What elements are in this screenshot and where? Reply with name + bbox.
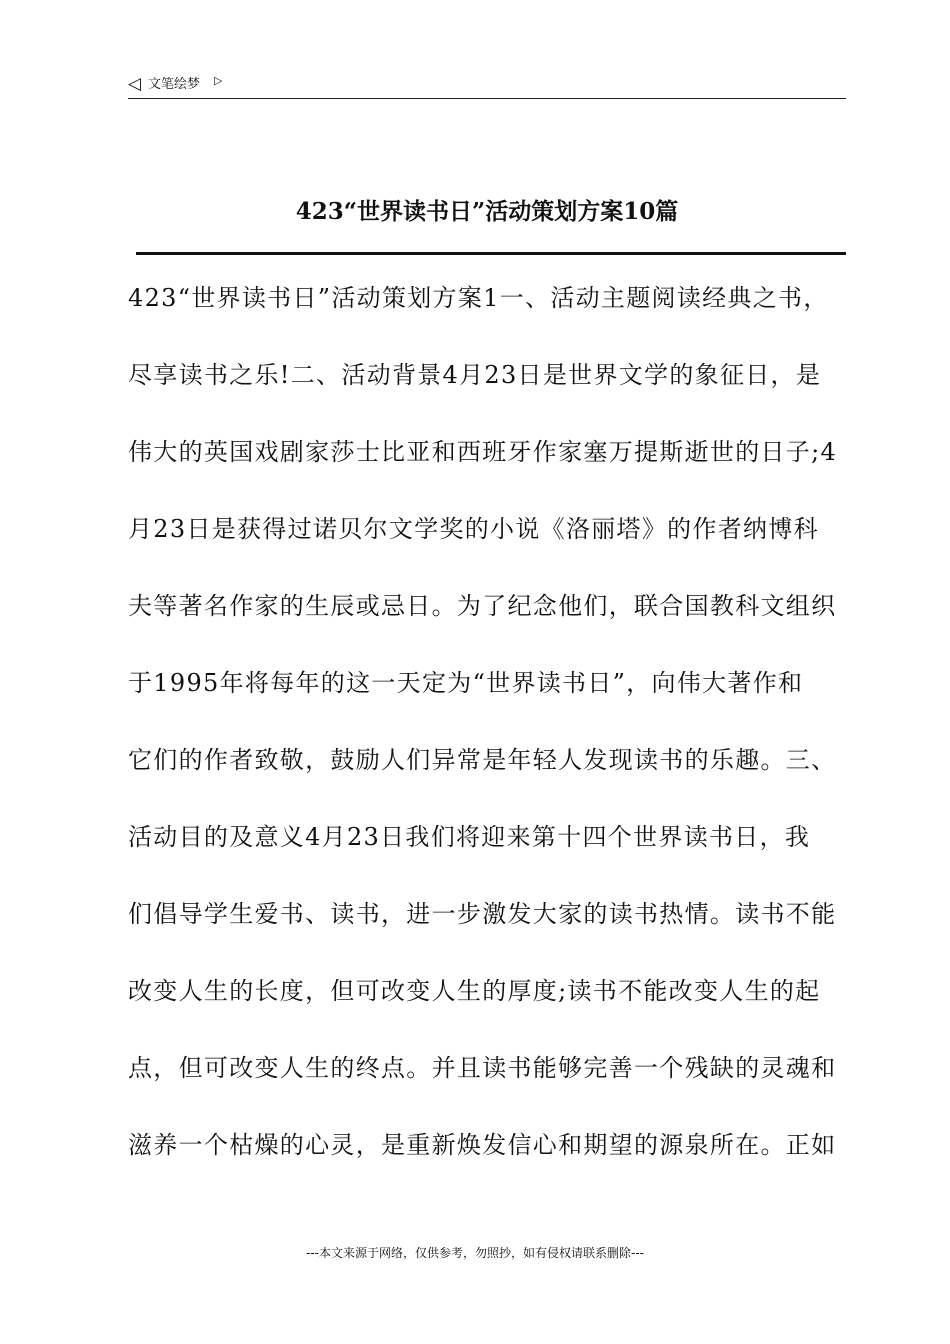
body-line: 夫等著名作家的生辰或忌日。为了纪念他们，联合国教科文组织 xyxy=(128,592,837,620)
left-triangle-icon: ◁ xyxy=(128,74,142,94)
body-line: 423“世界读书日”活动策划方案1一、活动主题阅读经典之书， xyxy=(128,284,829,312)
body-line: 点，但可改变人生的终点。并且读书能够完善一个残缺的灵魂和 xyxy=(128,1054,837,1082)
header-brand-text: 文笔绘梦 xyxy=(148,77,201,92)
body-line: 于1995年将每年的这一天定为“世界读书日”，向伟大著作和 xyxy=(128,669,804,697)
right-triangle-icon: ▷ xyxy=(214,74,223,87)
body-line: 们倡导学生爱书、读书，进一步激发大家的读书热情。读书不能 xyxy=(128,900,837,928)
body-line: 改变人生的长度，但可改变人生的厚度;读书不能改变人生的起 xyxy=(128,977,821,1005)
document-body xyxy=(128,278,846,1202)
body-line: 月23日是获得过诺贝尔文学奖的小说《洛丽塔》的作者纳博科 xyxy=(128,515,819,543)
body-line: 尽享读书之乐!二、活动背景4月23日是世界文学的象征日，是 xyxy=(128,361,822,389)
body-line: 伟大的英国戏剧家莎士比亚和西班牙作家塞万提斯逝世的日子;4 xyxy=(128,438,838,466)
page-header xyxy=(128,72,846,99)
body-line: 滋养一个枯燥的心灵，是重新焕发信心和期望的源泉所在。正如 xyxy=(128,1131,837,1159)
document-title: 423“世界读书日”活动策划方案10篇 xyxy=(295,198,679,225)
title-divider xyxy=(136,252,846,255)
body-line: 活动目的及意义4月23日我们将迎来第十四个世界读书日，我 xyxy=(128,823,811,851)
body-line: 它们的作者致敬，鼓励人们异常是年轻人发现读书的乐趣。三、 xyxy=(128,746,837,774)
page-footer-disclaimer: ---本文来源于网络，仅供参考，勿照抄，如有侵权请联系删除--- xyxy=(306,1246,644,1260)
